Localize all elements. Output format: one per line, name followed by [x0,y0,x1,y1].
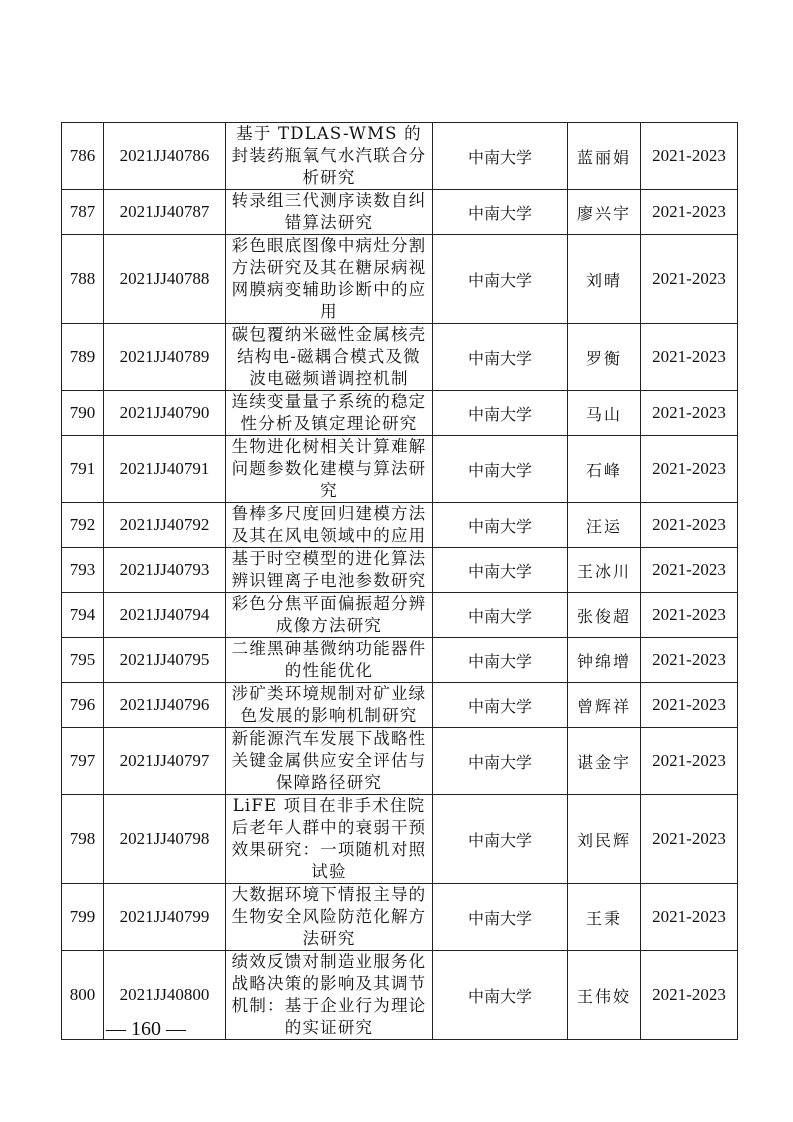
principal-investigator: 王伟姣 [568,951,641,1040]
table-row [62,593,738,638]
project-period: 2021-2023 [641,190,738,235]
principal-investigator: 罗衡 [568,324,641,391]
principal-investigator: 钟绵增 [568,638,641,683]
project-period: 2021-2023 [641,123,738,190]
principal-investigator: 王秉 [568,884,641,951]
table-row [62,190,738,235]
project-code: 2021JJ40798 [104,795,226,884]
project-title: 二维黑砷基微纳功能器件的性能优化 [226,638,433,683]
institution: 中南大学 [433,391,568,436]
institution: 中南大学 [433,503,568,548]
institution: 中南大学 [433,548,568,593]
project-code: 2021JJ40789 [104,324,226,391]
project-period: 2021-2023 [641,324,738,391]
principal-investigator: 石峰 [568,436,641,503]
row-number: 795 [62,638,104,683]
project-title: 鲁棒多尺度回归建模方法及其在风电领域中的应用 [226,503,433,548]
table-row [62,324,738,391]
row-number: 786 [62,123,104,190]
project-code: 2021JJ40790 [104,391,226,436]
project-period: 2021-2023 [641,728,738,795]
project-title: 基于时空模型的进化算法辨识锂离子电池参数研究 [226,548,433,593]
project-code: 2021JJ40796 [104,683,226,728]
table-row [62,683,738,728]
principal-investigator: 蓝丽娟 [568,123,641,190]
project-period: 2021-2023 [641,884,738,951]
project-period: 2021-2023 [641,593,738,638]
project-title: 彩色眼底图像中病灶分割方法研究及其在糖尿病视网膜病变辅助诊断中的应用 [226,235,433,324]
principal-investigator: 刘晴 [568,235,641,324]
institution: 中南大学 [433,638,568,683]
row-number: 790 [62,391,104,436]
table-row [62,436,738,503]
principal-investigator: 刘民辉 [568,795,641,884]
project-title: 生物进化树相关计算难解问题参数化建模与算法研究 [226,436,433,503]
project-period: 2021-2023 [641,795,738,884]
project-title: 基于 TDLAS-WMS 的封装药瓶氧气水汽联合分析研究 [226,123,433,190]
row-number: 787 [62,190,104,235]
project-code: 2021JJ40793 [104,548,226,593]
project-title: 涉矿类环境规制对矿业绿色发展的影响机制研究 [226,683,433,728]
table-row [62,235,738,324]
institution: 中南大学 [433,683,568,728]
project-code: 2021JJ40791 [104,436,226,503]
principal-investigator: 张俊超 [568,593,641,638]
project-code: 2021JJ40797 [104,728,226,795]
project-code: 2021JJ40794 [104,593,226,638]
table-row [62,391,738,436]
principal-investigator: 王冰川 [568,548,641,593]
row-number: 796 [62,683,104,728]
row-number: 799 [62,884,104,951]
project-title: 大数据环境下情报主导的生物安全风险防范化解方法研究 [226,884,433,951]
project-title: LiFE 项目在非手术住院后老年人群中的衰弱干预效果研究：一项随机对照试验 [226,795,433,884]
row-number: 797 [62,728,104,795]
row-number: 788 [62,235,104,324]
project-period: 2021-2023 [641,683,738,728]
principal-investigator: 谌金宇 [568,728,641,795]
table-row [62,795,738,884]
institution: 中南大学 [433,795,568,884]
project-code: 2021JJ40799 [104,884,226,951]
table-row [62,884,738,951]
institution: 中南大学 [433,123,568,190]
row-number: 798 [62,795,104,884]
row-number: 791 [62,436,104,503]
page-number: — 160 — [106,1018,186,1040]
project-title: 彩色分焦平面偏振超分辨成像方法研究 [226,593,433,638]
row-number: 794 [62,593,104,638]
project-code: 2021JJ40788 [104,235,226,324]
project-code: 2021JJ40795 [104,638,226,683]
project-table [61,122,738,1040]
project-period: 2021-2023 [641,548,738,593]
project-period: 2021-2023 [641,235,738,324]
project-code: 2021JJ40792 [104,503,226,548]
row-number: 792 [62,503,104,548]
project-title: 转录组三代测序读数自纠错算法研究 [226,190,433,235]
table-row [62,728,738,795]
institution: 中南大学 [433,235,568,324]
project-code: 2021JJ40786 [104,123,226,190]
row-number: 793 [62,548,104,593]
project-period: 2021-2023 [641,638,738,683]
project-table-body [62,123,738,1040]
institution: 中南大学 [433,593,568,638]
row-number: 789 [62,324,104,391]
principal-investigator: 汪运 [568,503,641,548]
project-title: 碳包覆纳米磁性金属核壳结构电-磁耦合模式及微波电磁频谱调控机制 [226,324,433,391]
institution: 中南大学 [433,190,568,235]
project-title: 绩效反馈对制造业服务化战略决策的影响及其调节机制：基于企业行为理论的实证研究 [226,951,433,1040]
principal-investigator: 廖兴宇 [568,190,641,235]
table-row [62,548,738,593]
project-period: 2021-2023 [641,436,738,503]
row-number: 800 [62,951,104,1040]
table-row [62,123,738,190]
project-title: 新能源汽车发展下战略性关键金属供应安全评估与保障路径研究 [226,728,433,795]
institution: 中南大学 [433,436,568,503]
project-period: 2021-2023 [641,503,738,548]
table-row [62,638,738,683]
principal-investigator: 曾辉祥 [568,683,641,728]
institution: 中南大学 [433,951,568,1040]
institution: 中南大学 [433,324,568,391]
project-period: 2021-2023 [641,391,738,436]
project-code: 2021JJ40787 [104,190,226,235]
project-code: 2021JJ40800 [104,951,226,1040]
institution: 中南大学 [433,884,568,951]
institution: 中南大学 [433,728,568,795]
table-row [62,503,738,548]
principal-investigator: 马山 [568,391,641,436]
project-period: 2021-2023 [641,951,738,1040]
project-title: 连续变量量子系统的稳定性分析及镇定理论研究 [226,391,433,436]
